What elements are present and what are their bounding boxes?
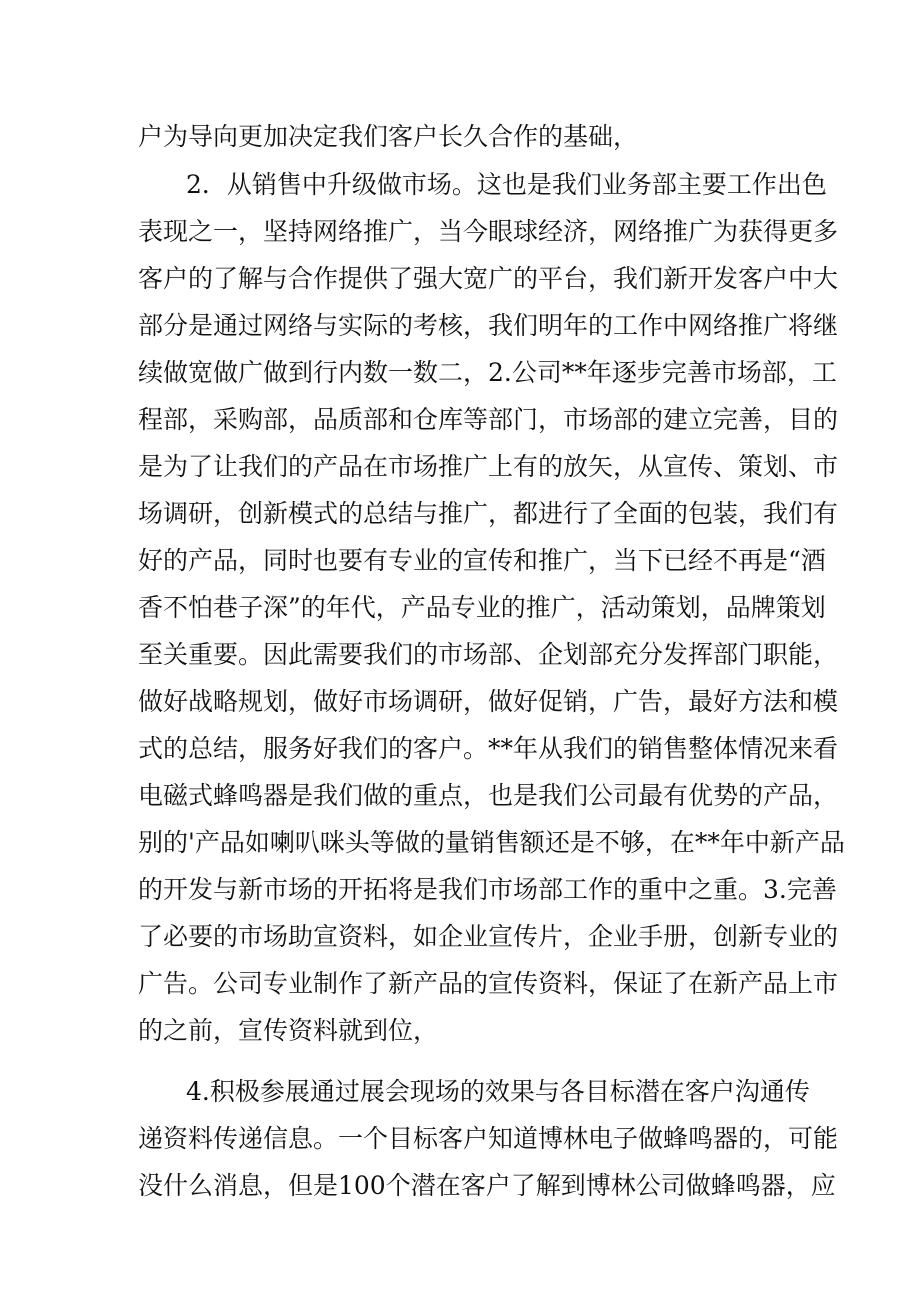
paragraph-2-line-5: 续做宽做广做到行内数一数二，2.公司**年逐步完善市场部，工: [138, 358, 837, 387]
paragraph-2-line-12: 做好战略规划，做好市场调研，做好促销，广告，最好方法和模: [138, 687, 839, 716]
paragraph-2-line-9: 好的产品，同时也要有专业的宣传和推广，当下已经不再是“酒: [138, 546, 826, 575]
paragraph-2-line-7: 是为了让我们的产品在市场推广上有的放矢，从宣传、策划、市: [138, 452, 839, 481]
paragraph-2-line-11: 至关重要。因此需要我们的市场部、企划部充分发挥部门职能，: [138, 640, 839, 669]
paragraph-2-line-15: 别的'产品如喇叭咪头等做的量销售额还是不够，在**年中新产品: [138, 828, 845, 857]
paragraph-2-line-3: 客户的了解与合作提供了强大宽广的平台，我们新开发客户中大: [138, 264, 839, 293]
paragraph-2-line-2: 表现之一，坚持网络推广，当今眼球经济，网络推广为获得更多: [138, 217, 839, 246]
paragraph-2-line-10: 香不怕巷子深”的年代，产品专业的推广，活动策划，品牌策划: [138, 593, 826, 622]
paragraph-2-line-13: 式的总结，服务好我们的客户。**年从我们的销售整体情况来看: [138, 734, 839, 763]
paragraph-3-line-1: 4.积极参展通过展会现场的效果与各目标潜在客户沟通传: [186, 1077, 810, 1106]
paragraph-2-line-1: 2．从销售中升级做市场。这也是我们业务部主要工作出色: [186, 170, 827, 199]
paragraph-2-line-16: 的开发与新市场的开拓将是我们市场部工作的重中之重。3.完善: [138, 875, 837, 904]
paragraph-3-line-2: 递资料传递信息。一个目标客户知道博林电子做蜂鸣器的，可能: [138, 1124, 839, 1153]
paragraph-2-line-8: 场调研，创新模式的总结与推广，都进行了全面的包装，我们有: [138, 499, 839, 528]
paragraph-2-line-4: 部分是通过网络与实际的考核，我们明年的工作中网络推广将继: [138, 311, 839, 340]
paragraph-3-line-3: 没什么消息，但是100个潜在客户了解到博林公司做蜂鸣器，应: [138, 1171, 836, 1200]
paragraph-2-line-18: 广告。公司专业制作了新产品的宣传资料，保证了在新产品上市: [138, 969, 839, 998]
paragraph-2-line-14: 电磁式蜂鸣器是我们做的重点，也是我们公司最有优势的产品，: [138, 781, 839, 810]
text-line-1: 户为导向更加决定我们客户长久合作的基础，: [138, 122, 639, 151]
paragraph-2-line-17: 了必要的市场助宣资料，如企业宣传片，企业手册，创新专业的: [138, 922, 839, 951]
paragraph-2-line-6: 程部，采购部，品质部和仓库等部门，市场部的建立完善，目的: [138, 405, 839, 434]
paragraph-2-line-19: 的之前，宣传资料就到位，: [138, 1016, 439, 1045]
